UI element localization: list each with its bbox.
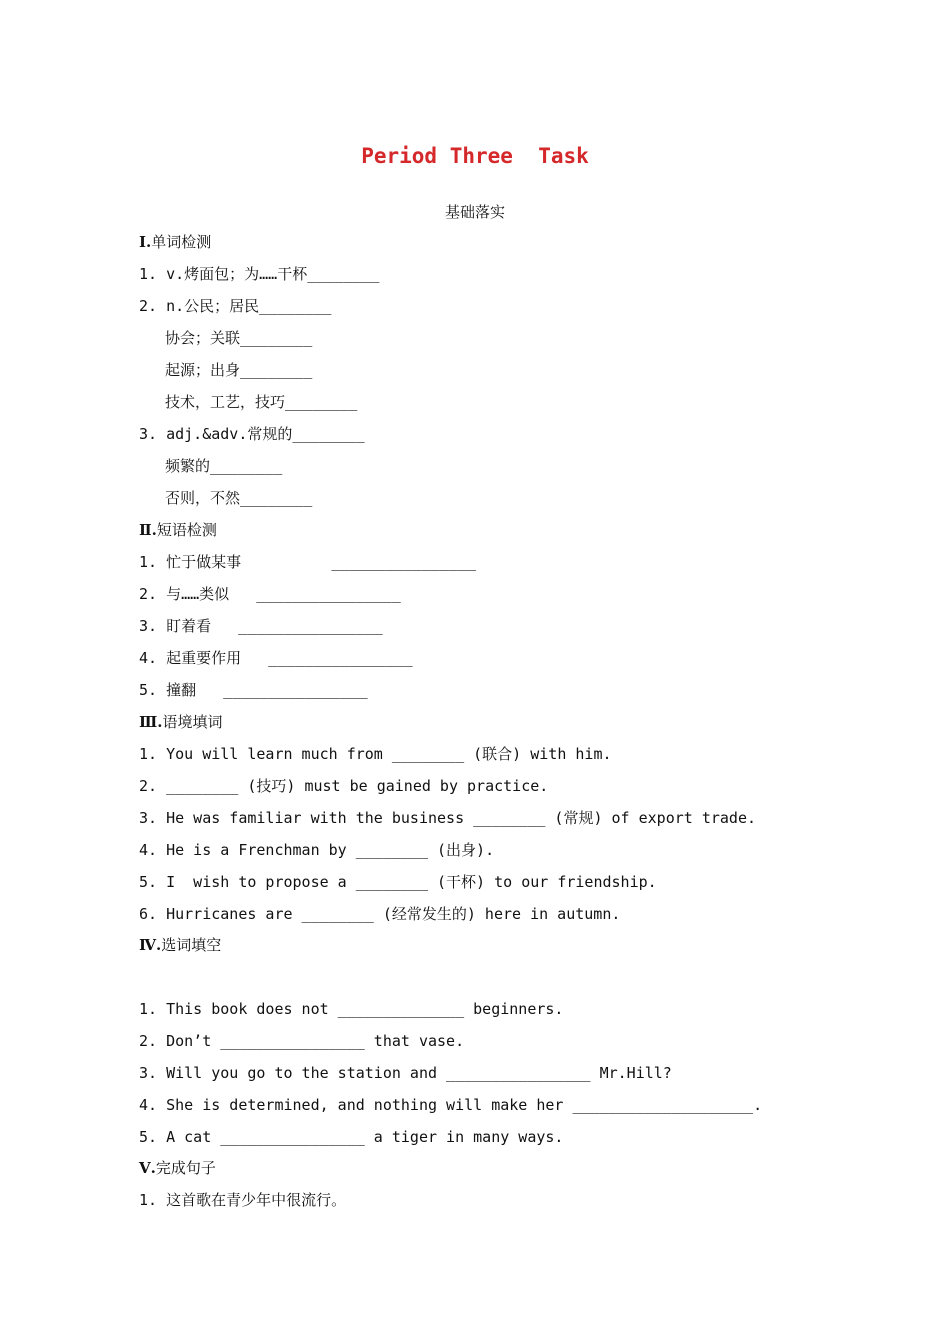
list-item: 1. 这首歌在青少年中很流行。: [139, 1191, 347, 1209]
list-item: 1. This book does not ______________ beginners.: [139, 1000, 564, 1018]
list-item: 起源；出身________: [165, 361, 313, 379]
section-number: Ⅱ.: [139, 521, 157, 539]
list-item: 5. I wish to propose a ________ (干杯) to our friendship.: [139, 873, 657, 891]
section-heading: [139, 232, 211, 252]
section-number: Ⅰ.: [139, 233, 152, 251]
list-item: 4. He is a Frenchman by ________ (出身).: [139, 841, 495, 859]
section-heading: [139, 935, 221, 955]
list-item: 6. Hurricanes are ________ (经常发生的) here in autumn.: [139, 905, 621, 923]
section-title: 语境填词: [162, 713, 223, 731]
section-number: Ⅴ.: [139, 1159, 156, 1177]
section-number: Ⅲ.: [139, 713, 163, 731]
list-item: 5. 撞翻 ________________: [139, 681, 368, 699]
list-item: 1. v.烤面包；为……干杯________: [139, 265, 380, 283]
list-item: 3. He was familiar with the business ________ (常规) of export trade.: [139, 809, 756, 827]
list-item: 2. n.公民；居民________: [139, 297, 332, 315]
list-item: 1. You will learn much from ________ (联合) with him.: [139, 745, 612, 763]
section-heading: [139, 1158, 216, 1178]
list-item: 5. A cat ________________ a tiger in many ways.: [139, 1128, 564, 1146]
list-item: 协会；关联________: [165, 329, 313, 347]
section-title: 完成句子: [155, 1159, 216, 1177]
section-heading: [139, 712, 223, 732]
list-item: 3. Will you go to the station and ________________ Mr.Hill?: [139, 1064, 672, 1082]
page-title: Period Three Task: [361, 144, 589, 168]
list-item: 技术，工艺，技巧________: [165, 393, 358, 411]
section-title: 单词检测: [151, 233, 212, 251]
section-title: 短语检测: [156, 521, 217, 539]
list-item: 2. ________ (技巧) must be gained by practice.: [139, 777, 549, 795]
section-title: 选词填空: [161, 936, 222, 954]
list-item: 4. She is determined, and nothing will make her ____________________.: [139, 1096, 763, 1114]
list-item: 否则，不然________: [165, 489, 313, 507]
section-heading: [139, 520, 217, 540]
list-item: 1. 忙于做某事 ________________: [139, 553, 476, 571]
section-number: Ⅳ.: [139, 936, 162, 954]
list-item: 频繁的________: [165, 457, 283, 475]
list-item: 3. adj.&adv.常规的________: [139, 425, 365, 443]
page-subtitle: 基础落实: [444, 203, 505, 221]
list-item: 4. 起重要作用 ________________: [139, 649, 413, 667]
list-item: 2. Don’t ________________ that vase.: [139, 1032, 465, 1050]
list-item: 3. 盯着看 ________________: [139, 617, 383, 635]
list-item: 2. 与……类似 ________________: [139, 585, 401, 603]
